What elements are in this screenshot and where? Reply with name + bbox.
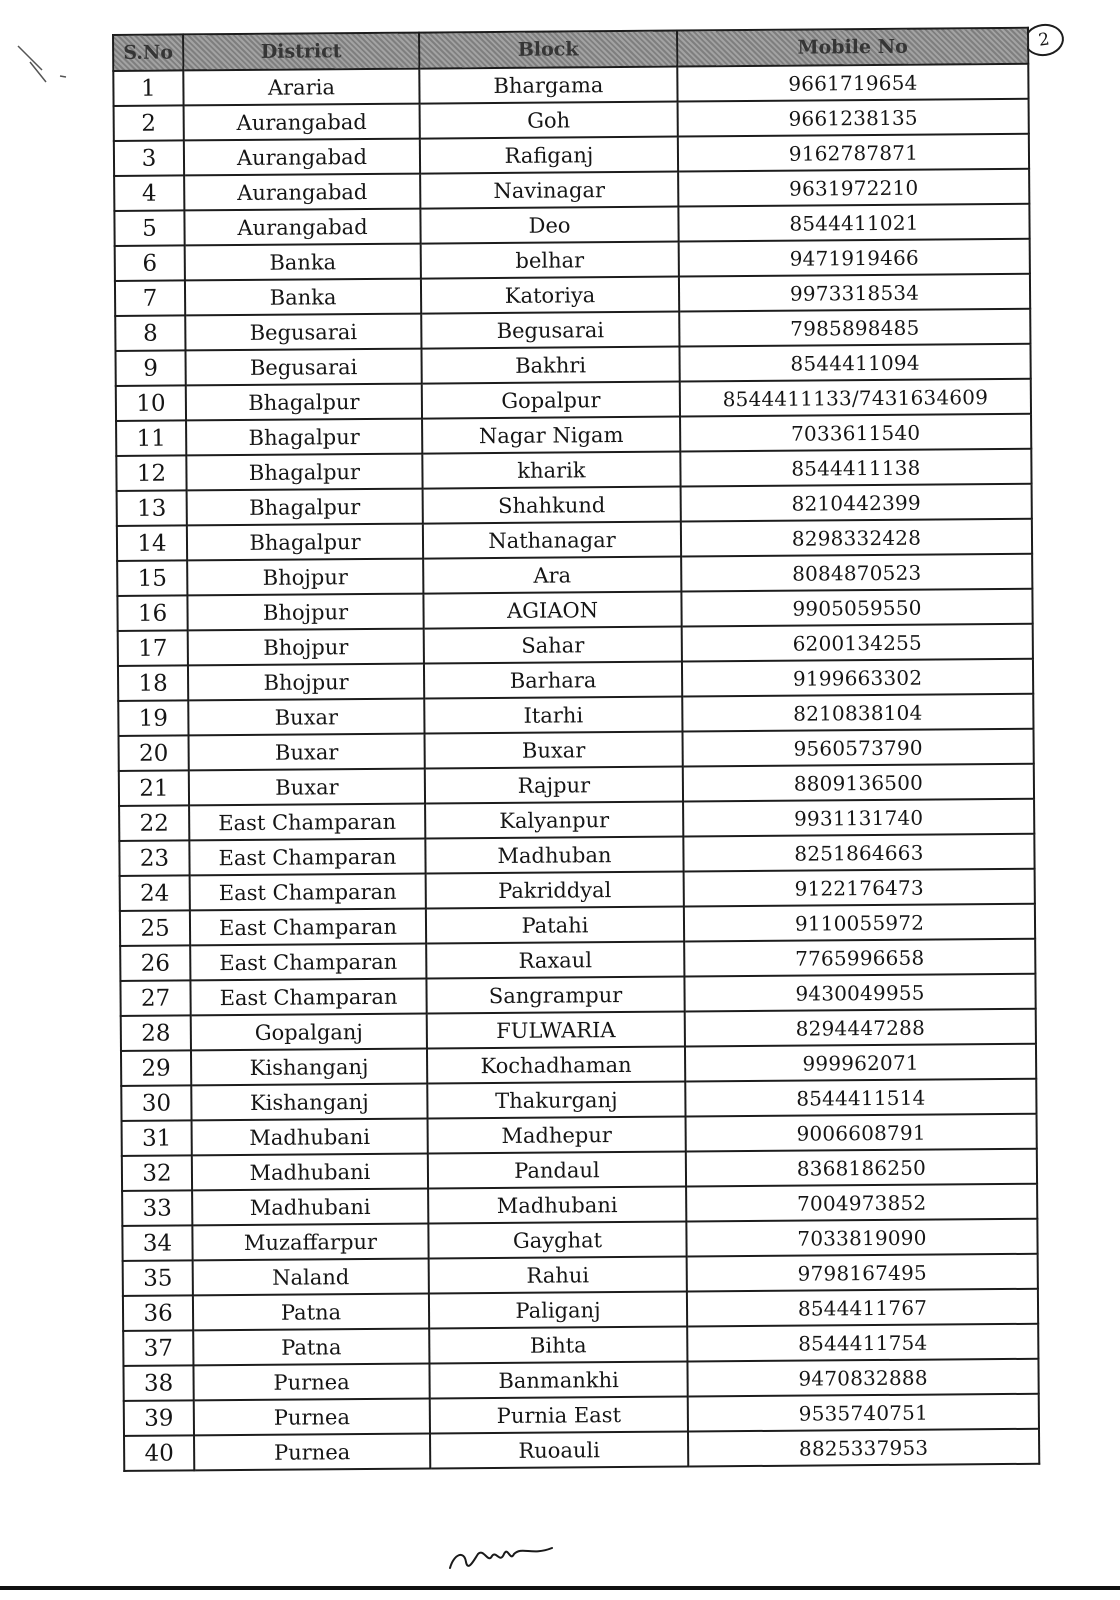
- sno-cell: 40: [124, 1435, 194, 1471]
- district-cell: Naland: [193, 1259, 429, 1296]
- block-cell: Nathanagar: [423, 522, 681, 559]
- mobile-cell: 9905059550: [681, 589, 1032, 627]
- district-cell: Bhagalpur: [187, 489, 423, 526]
- sno-cell: 18: [118, 665, 188, 701]
- document-table-wrapper: [112, 27, 1038, 1472]
- district-cell: Aurangabad: [184, 139, 420, 176]
- mobile-cell: 8544411021: [678, 204, 1029, 242]
- sno-cell: 33: [122, 1190, 192, 1226]
- sno-cell: 28: [121, 1015, 191, 1051]
- sno-cell: 39: [124, 1400, 194, 1436]
- mobile-cell: 9470832888: [687, 1359, 1038, 1397]
- block-cell: Katoriya: [421, 277, 679, 314]
- mobile-cell: 9631972210: [678, 169, 1029, 207]
- district-cell: Banka: [185, 279, 421, 316]
- sno-cell: 25: [120, 910, 190, 946]
- block-cell: Ara: [423, 557, 681, 594]
- block-cell: Rajpur: [425, 767, 683, 804]
- mobile-cell: 7033819090: [686, 1219, 1037, 1257]
- district-cell: Banka: [185, 244, 421, 281]
- mobile-cell: 9430049955: [684, 974, 1035, 1012]
- district-cell: Madhubani: [192, 1189, 428, 1226]
- district-cell: Bhojpur: [187, 559, 423, 596]
- mobile-cell: 9973318534: [679, 274, 1030, 312]
- mobile-cell: 9199663302: [682, 659, 1033, 697]
- mobile-cell: 8544411138: [680, 449, 1031, 487]
- district-cell: Kishanganj: [191, 1049, 427, 1086]
- mobile-cell: 8210442399: [681, 484, 1032, 522]
- sno-cell: 3: [114, 140, 184, 176]
- mobile-cell: 8210838104: [682, 694, 1033, 732]
- mobile-cell: 9931131740: [683, 799, 1034, 837]
- district-cell: Begusarai: [185, 314, 421, 351]
- block-cell: Sahar: [424, 627, 682, 664]
- block-cell: AGIAON: [423, 592, 681, 629]
- block-cell: Shahkund: [423, 487, 681, 524]
- sno-cell: 34: [122, 1225, 192, 1261]
- sno-cell: 36: [123, 1295, 193, 1331]
- mobile-cell: 8251864663: [683, 834, 1034, 872]
- sno-cell: 1: [113, 70, 183, 106]
- table-body: [113, 64, 1039, 1471]
- mobile-cell: 9560573790: [682, 729, 1033, 767]
- sno-cell: 31: [122, 1120, 192, 1156]
- block-cell: Bhargama: [419, 67, 677, 104]
- district-cell: East Champaran: [190, 909, 426, 946]
- block-cell: Gayghat: [428, 1222, 686, 1259]
- block-cell: Purnia East: [430, 1397, 688, 1434]
- district-cell: Bhojpur: [187, 594, 423, 631]
- sno-cell: 19: [118, 700, 188, 736]
- mobile-cell: 8544411514: [685, 1079, 1036, 1117]
- sno-cell: 7: [115, 280, 185, 316]
- sno-cell: 2: [114, 105, 184, 141]
- block-cell: Begusarai: [421, 312, 679, 349]
- district-cell: Bhagalpur: [186, 454, 422, 491]
- sno-cell: 5: [114, 210, 184, 246]
- district-cell: East Champaran: [189, 804, 425, 841]
- district-cell: Bhojpur: [188, 629, 424, 666]
- block-cell: Banmankhi: [429, 1362, 687, 1399]
- mobile-cell: 9535740751: [688, 1394, 1039, 1432]
- district-cell: Buxar: [188, 699, 424, 736]
- sno-cell: 16: [117, 595, 187, 631]
- block-cell: Bakhri: [421, 347, 679, 384]
- sno-cell: 29: [121, 1050, 191, 1086]
- mobile-cell: 9110055972: [684, 904, 1035, 942]
- block-cell: Barhara: [424, 662, 682, 699]
- district-cell: Gopalganj: [191, 1014, 427, 1051]
- mobile-cell: 7033611540: [680, 414, 1031, 452]
- block-cell: Itarhi: [424, 697, 682, 734]
- mobile-cell: 8368186250: [686, 1149, 1037, 1187]
- district-cell: Aurangabad: [184, 209, 420, 246]
- page-number: 2: [1022, 21, 1066, 58]
- block-cell: Goh: [420, 102, 678, 139]
- mobile-cell: 9162787871: [678, 134, 1029, 172]
- block-cell: Bihta: [429, 1327, 687, 1364]
- district-cell: Aurangabad: [184, 174, 420, 211]
- contact-table: [112, 27, 1040, 1472]
- block-cell: Kalyanpur: [425, 802, 683, 839]
- sno-cell: 14: [117, 525, 187, 561]
- mobile-cell: 6200134255: [682, 624, 1033, 662]
- mobile-cell: 8544411754: [687, 1324, 1038, 1362]
- district-cell: Patna: [193, 1294, 429, 1331]
- district-cell: Bhagalpur: [187, 524, 423, 561]
- header-sno: S.No: [113, 34, 183, 71]
- district-cell: Buxar: [189, 734, 425, 771]
- signature-mark: [440, 1538, 560, 1578]
- block-cell: Madhubani: [428, 1187, 686, 1224]
- district-cell: Kishanganj: [191, 1084, 427, 1121]
- mobile-cell: 8084870523: [681, 554, 1032, 592]
- sno-cell: 4: [114, 175, 184, 211]
- district-cell: Buxar: [189, 769, 425, 806]
- page-bottom-rule: [0, 1586, 1120, 1590]
- sno-cell: 21: [119, 770, 189, 806]
- mobile-cell: 9661238135: [678, 99, 1029, 137]
- district-cell: Purnea: [193, 1364, 429, 1401]
- block-cell: Madhepur: [428, 1117, 686, 1154]
- mobile-cell: 7765996658: [684, 939, 1035, 977]
- block-cell: Pandaul: [428, 1152, 686, 1189]
- sno-cell: 13: [117, 490, 187, 526]
- sno-cell: 20: [119, 735, 189, 771]
- sno-cell: 10: [116, 385, 186, 421]
- district-cell: Patna: [193, 1329, 429, 1366]
- district-cell: Araria: [183, 69, 419, 106]
- block-cell: Patahi: [426, 907, 684, 944]
- mobile-cell: 8298332428: [681, 519, 1032, 557]
- district-cell: East Champaran: [189, 839, 425, 876]
- district-cell: Bhagalpur: [186, 419, 422, 456]
- district-cell: Madhubani: [192, 1119, 428, 1156]
- sno-cell: 12: [116, 455, 186, 491]
- district-cell: Purnea: [194, 1399, 430, 1436]
- district-cell: Madhubani: [192, 1154, 428, 1191]
- mobile-cell: 999962071: [685, 1044, 1036, 1082]
- block-cell: Sangrampur: [426, 977, 684, 1014]
- sno-cell: 15: [117, 560, 187, 596]
- mobile-cell: 9471919466: [679, 239, 1030, 277]
- block-cell: Deo: [420, 207, 678, 244]
- district-cell: Bhojpur: [188, 664, 424, 701]
- mobile-cell: 9122176473: [684, 869, 1035, 907]
- district-cell: Begusarai: [185, 349, 421, 386]
- sno-cell: 8: [115, 315, 185, 351]
- sno-cell: 26: [120, 945, 190, 981]
- sno-cell: 9: [115, 350, 185, 386]
- mobile-cell: 9661719654: [677, 64, 1028, 102]
- district-cell: East Champaran: [190, 944, 426, 981]
- block-cell: Madhuban: [425, 837, 683, 874]
- sno-cell: 30: [121, 1085, 191, 1121]
- mobile-cell: 8544411767: [687, 1289, 1038, 1327]
- district-cell: East Champaran: [190, 874, 426, 911]
- district-cell: Purnea: [194, 1434, 430, 1471]
- district-cell: Aurangabad: [184, 104, 420, 141]
- block-cell: Pakriddyal: [426, 872, 684, 909]
- block-cell: Nagar Nigam: [422, 417, 680, 454]
- sno-cell: 23: [119, 840, 189, 876]
- sno-cell: 27: [120, 980, 190, 1016]
- mobile-cell: 9798167495: [687, 1254, 1038, 1292]
- sno-cell: 37: [123, 1330, 193, 1366]
- sno-cell: 38: [123, 1365, 193, 1401]
- header-district: District: [183, 33, 419, 71]
- district-cell: East Champaran: [190, 979, 426, 1016]
- block-cell: Buxar: [425, 732, 683, 769]
- mobile-cell: 7004973852: [686, 1184, 1037, 1222]
- block-cell: kharik: [422, 452, 680, 489]
- block-cell: Paliganj: [429, 1292, 687, 1329]
- mobile-cell: 8544411133/7431634609: [680, 379, 1031, 417]
- block-cell: Rahui: [429, 1257, 687, 1294]
- mobile-cell: 7985898485: [679, 309, 1030, 347]
- block-cell: Navinagar: [420, 172, 678, 209]
- sno-cell: 32: [122, 1155, 192, 1191]
- mobile-cell: 8544411094: [679, 344, 1030, 382]
- block-cell: Kochadhaman: [427, 1047, 685, 1084]
- mobile-cell: 8294447288: [685, 1009, 1036, 1047]
- header-mobile: Mobile No: [677, 28, 1028, 67]
- block-cell: Rafiganj: [420, 137, 678, 174]
- header-block: Block: [419, 31, 677, 69]
- block-cell: FULWARIA: [427, 1012, 685, 1049]
- block-cell: Ruoauli: [430, 1432, 688, 1469]
- mobile-cell: 8809136500: [683, 764, 1034, 802]
- district-cell: Muzaffarpur: [192, 1224, 428, 1261]
- block-cell: Raxaul: [426, 942, 684, 979]
- table-row: [124, 1429, 1039, 1471]
- scan-scratch-marks: [10, 40, 80, 100]
- mobile-cell: 8825337953: [688, 1429, 1039, 1467]
- block-cell: Thakurganj: [427, 1082, 685, 1119]
- sno-cell: 35: [123, 1260, 193, 1296]
- block-cell: Gopalpur: [422, 382, 680, 419]
- district-cell: Bhagalpur: [186, 384, 422, 421]
- sno-cell: 17: [118, 630, 188, 666]
- sno-cell: 24: [120, 875, 190, 911]
- mobile-cell: 9006608791: [686, 1114, 1037, 1152]
- sno-cell: 6: [115, 245, 185, 281]
- sno-cell: 11: [116, 420, 186, 456]
- block-cell: belhar: [421, 242, 679, 279]
- sno-cell: 22: [119, 805, 189, 841]
